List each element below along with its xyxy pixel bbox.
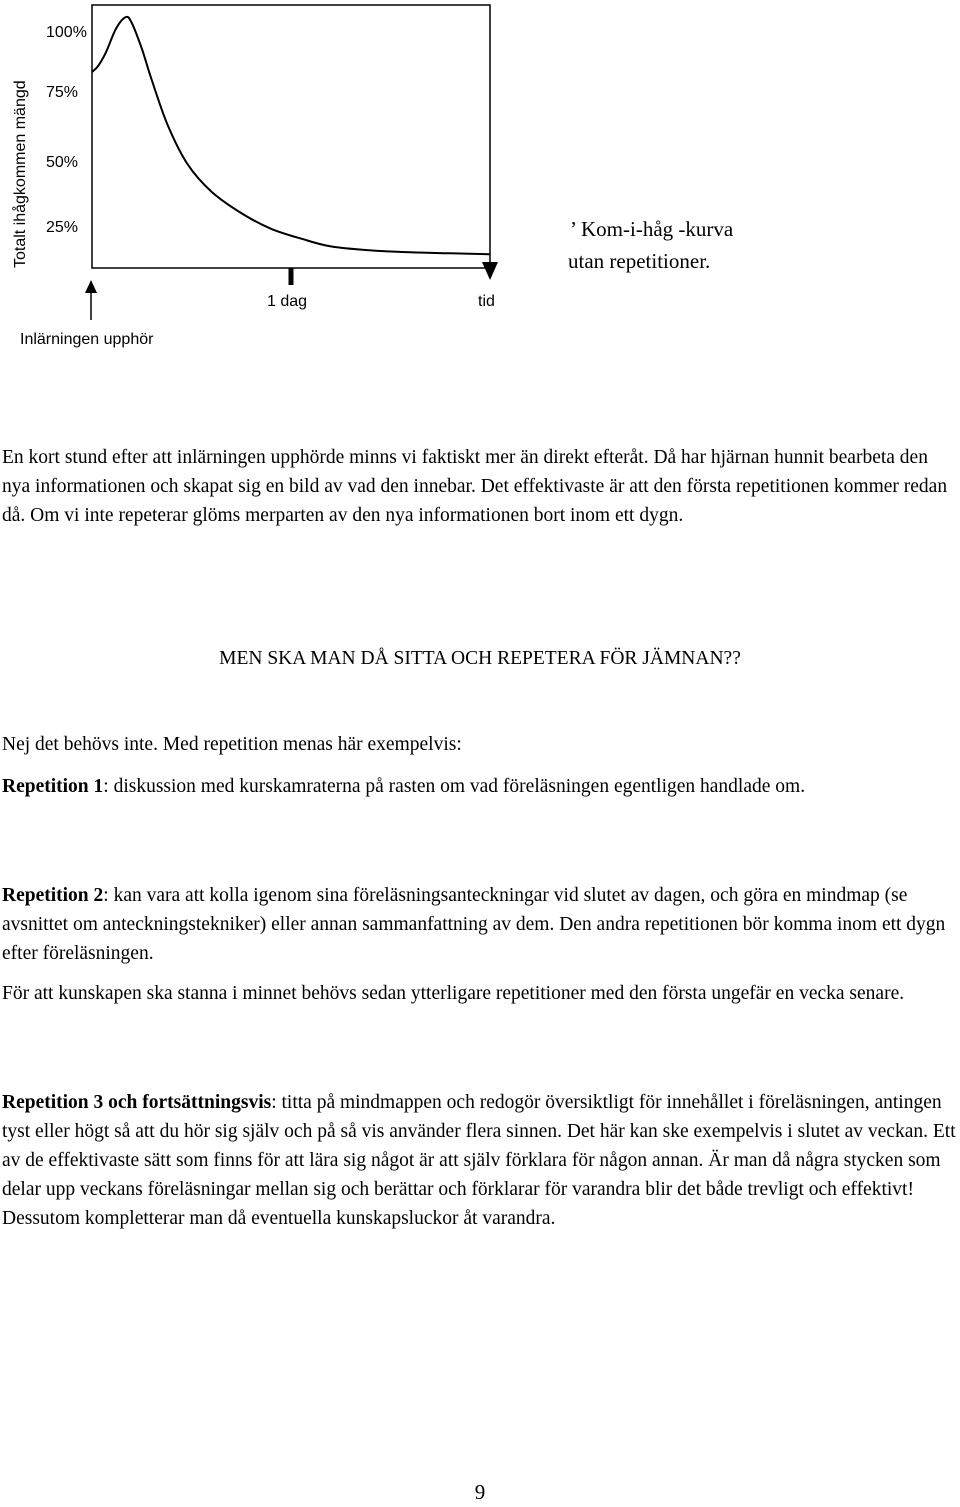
answer-line: Nej det behövs inte. Med repetition menas här exempelvis: <box>2 734 462 755</box>
curve-caption-line1 <box>570 213 733 245</box>
repetition-1-text: : diskussion med kurskamraterna på rasten om vad föreläsningen egentligen handlade om. <box>103 776 806 797</box>
repetition-1-paragraph <box>2 772 957 801</box>
learning-stops-label: Inlärningen upphör <box>20 331 154 348</box>
x-tick-tid: tid <box>478 293 495 310</box>
follow-up-paragraph: För att kunskapen ska stanna i minnet behövs sedan ytterligare repetitioner med den första ungefär en vecka senare. <box>2 983 905 1004</box>
chart-frame <box>92 5 490 268</box>
curve-caption-line2: utan repetitioner. <box>568 249 711 273</box>
x-tick-1-dag: 1 dag <box>267 293 308 310</box>
learning-stops-arrow-head <box>85 280 97 293</box>
repetition-1-label: Repetition 1 <box>2 776 104 797</box>
caption-line1-text: Kom-i-håg -kurva <box>581 217 734 241</box>
y-axis-label: Totalt ihågkommen mängd <box>12 80 29 268</box>
time-arrow-head <box>482 262 498 280</box>
repetition-3-text: : titta på mindmappen och redogör översiktligt för innehållet i föreläsningen, antingen tyst eller högt så att du hör sig själv och på så vis använder flera sinnen. Det här kan ske exempelvis i slutet av veckan. Ett av de effektivaste sätt som finns för att lära sig något är att själv förklara för någon annan. Är man då några stycken som delar upp veckans föreläsningar mellan sig och berättar och förklarar för varandra blir det både trevligt och effektivt! Dessutom kompletterar man då eventuella kunskapsluckor åt varandra. <box>2 1092 956 1229</box>
page-number: 9 <box>474 1480 486 1504</box>
forgetting-curve-figure <box>0 0 960 360</box>
y-tick-100: 100% <box>46 24 87 41</box>
heading-question: MEN SKA MAN DÅ SITTA OCH REPETERA FÖR JÄMNAN?? <box>219 648 741 669</box>
intro-paragraph: En kort stund efter att inlärningen upphörde minns vi faktiskt mer än direkt efteråt. Då har hjärnan hunnit bearbeta den nya informationen och skapat sig en bild av vad den innebar. Det effektivaste är att den första repetitionen kommer redan då. Om vi inte repeterar glöms merparten av den nya informationen bort inom ett dygn. <box>2 447 948 526</box>
y-tick-75: 75% <box>46 84 79 101</box>
caption-quote: ’ <box>570 217 577 241</box>
y-tick-50: 50% <box>46 154 79 171</box>
repetition-2-text: : kan vara att kolla igenom sina föreläsningsanteckningar vid slutet av dagen, och göra en mindmap (se avsnittet om anteckningstekniker) eller annan sammanfattning av dem. Den andra repetitionen bör komma inom ett dygn efter föreläsningen. <box>2 885 946 964</box>
repetition-2-label: Repetition 2 <box>2 885 104 906</box>
repetition-3-label: Repetition 3 och fortsättningsvis <box>2 1092 272 1113</box>
repetition-3-paragraph <box>2 1088 957 1233</box>
y-tick-25: 25% <box>46 219 79 236</box>
repetition-2-paragraph <box>2 881 957 968</box>
retention-curve <box>92 17 490 254</box>
